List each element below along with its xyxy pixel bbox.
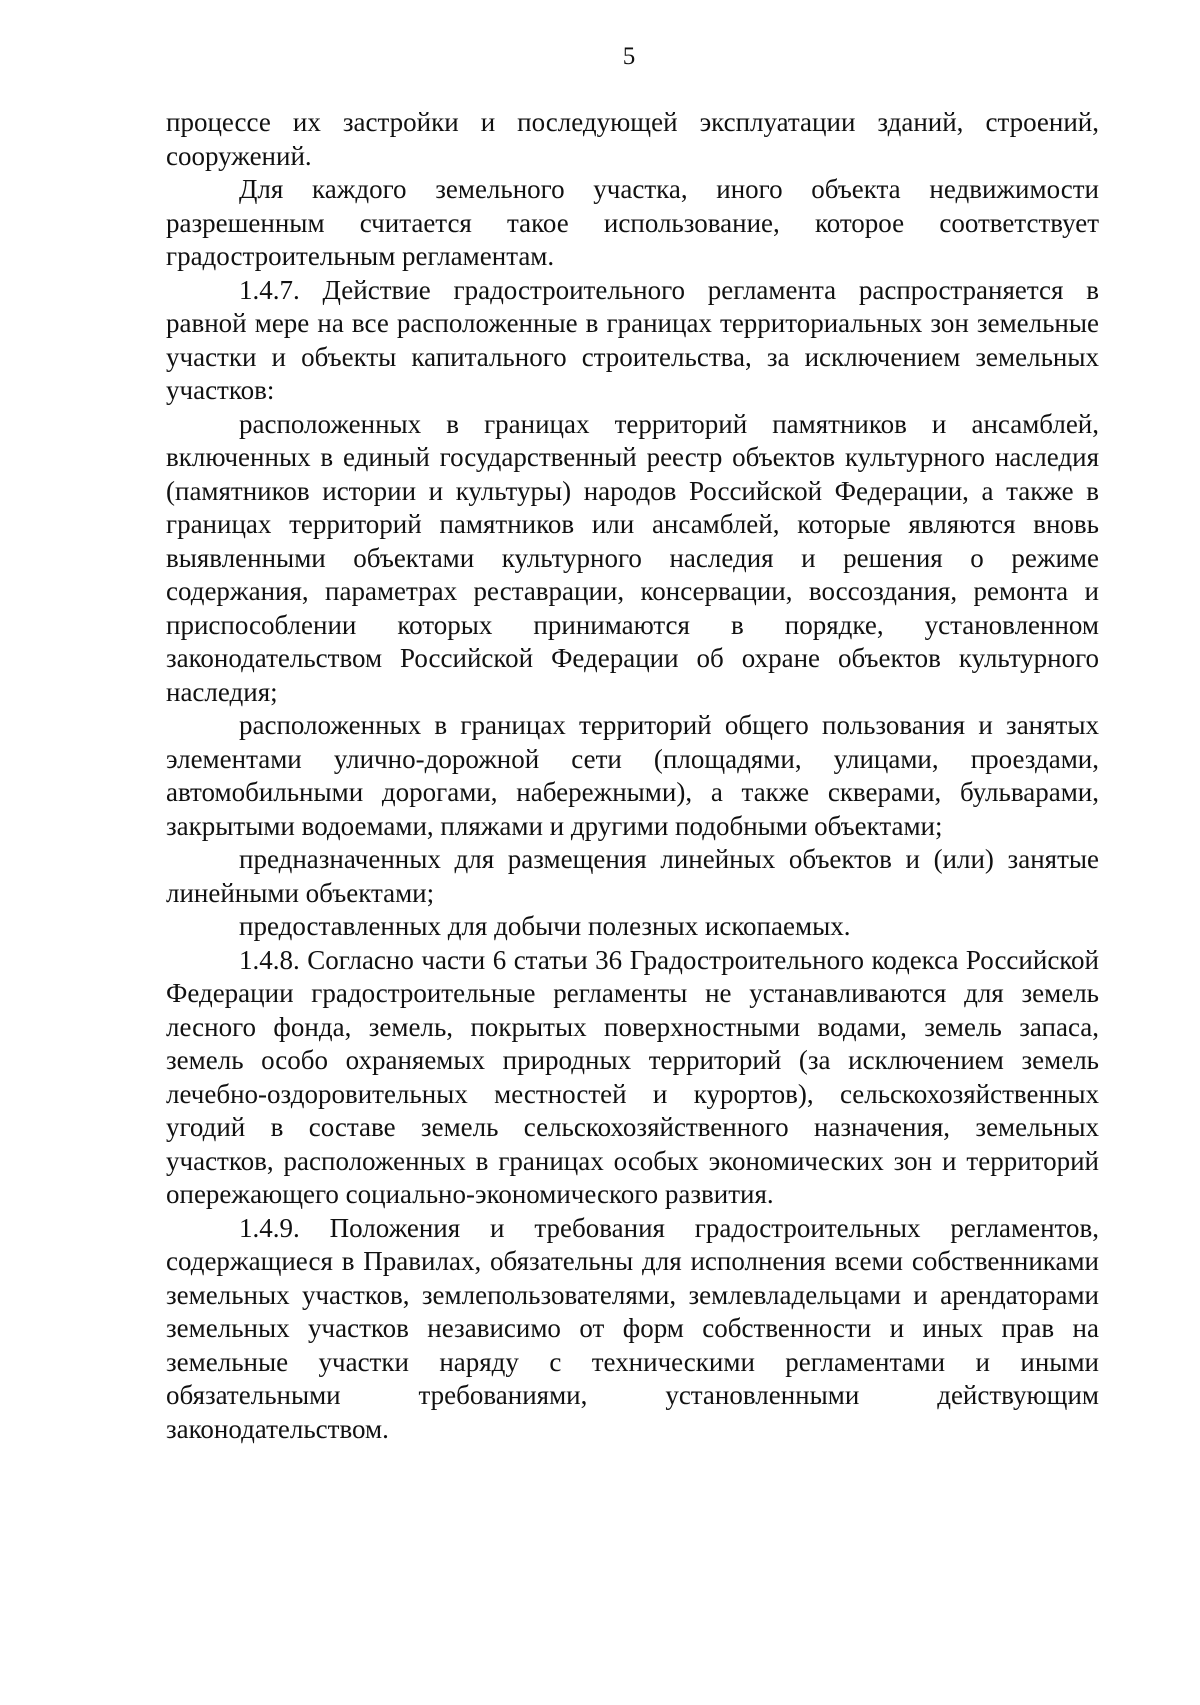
paragraph-mining: предоставленных для добычи полезных ископаемых.: [239, 911, 851, 941]
paragraph-public-use: расположенных в границах территорий общего пользования и занятых элементами улично-дорожной сети (площадями, улицами, проездами, автомобильными дорогами, набережными), а также скверами, бульварами, закрытыми водоемами, пляжами и другими подобными объектами;: [166, 710, 1099, 841]
paragraph-continuation: процессе их застройки и последующей эксплуатации зданий, строений, сооружений.: [166, 107, 1099, 171]
paragraph-1-4-8: 1.4.8. Согласно части 6 статьи 36 Градостроительного кодекса Российской Федерации градостроительные регламенты не устанавливаются для земель лесного фонда, земель, покрытых поверхностными водами, земель запаса, земель особо охраняемых природных территорий (за исключением земель лечебно-оздоровительных местностей и курортов), сельскохозяйственных угодий в составе земель сельскохозяйственного назначения, земельных участков, расположенных в границах особых экономических зон и территорий опережающего социально-экономического развития.: [166, 944, 1099, 1209]
page-number: 5: [622, 43, 636, 70]
paragraph-linear-objects: предназначенных для размещения линейных объектов и (или) занятые линейными объектами;: [166, 844, 1099, 908]
paragraph-cultural-heritage: расположенных в границах территорий памятников и ансамблей, включенных в единый государственный реестр объектов культурного наследия (памятников истории и культуры) народов Российской Федерации, а также в границах территорий памятников или ансамблей, которые являются вновь выявленными объектами культурного наследия и решения о режиме содержания, параметрах реставрации, консервации, воссоздания, ремонта и приспособлении которых принимаются в порядке, установленном законодательством Российской Федерации об охране объектов культурного наследия;: [166, 408, 1099, 707]
document-body: [166, 106, 1099, 1446]
paragraph-1-4-7: 1.4.7. Действие градостроительного регламента распространяется в равной мере на все расположенные в границах территориальных зон земельные участки и объекты капитального строительства, за исключением земельных участков:: [166, 274, 1099, 405]
paragraph-permitted-use: Для каждого земельного участка, иного объекта недвижимости разрешенным считается такое использование, которое соответствует градостроительным регламентам.: [166, 174, 1099, 271]
paragraph-1-4-9: 1.4.9. Положения и требования градостроительных регламентов, содержащиеся в Правилах, обязательны для исполнения всеми собственниками земельных участков, землепользователями, землевладельцами и арендаторами земельных участков независимо от форм собственности и иных прав на земельные участки наряду с техническими регламентами и иными обязательными требованиями, установленными действующим законодательством.: [166, 1212, 1099, 1444]
